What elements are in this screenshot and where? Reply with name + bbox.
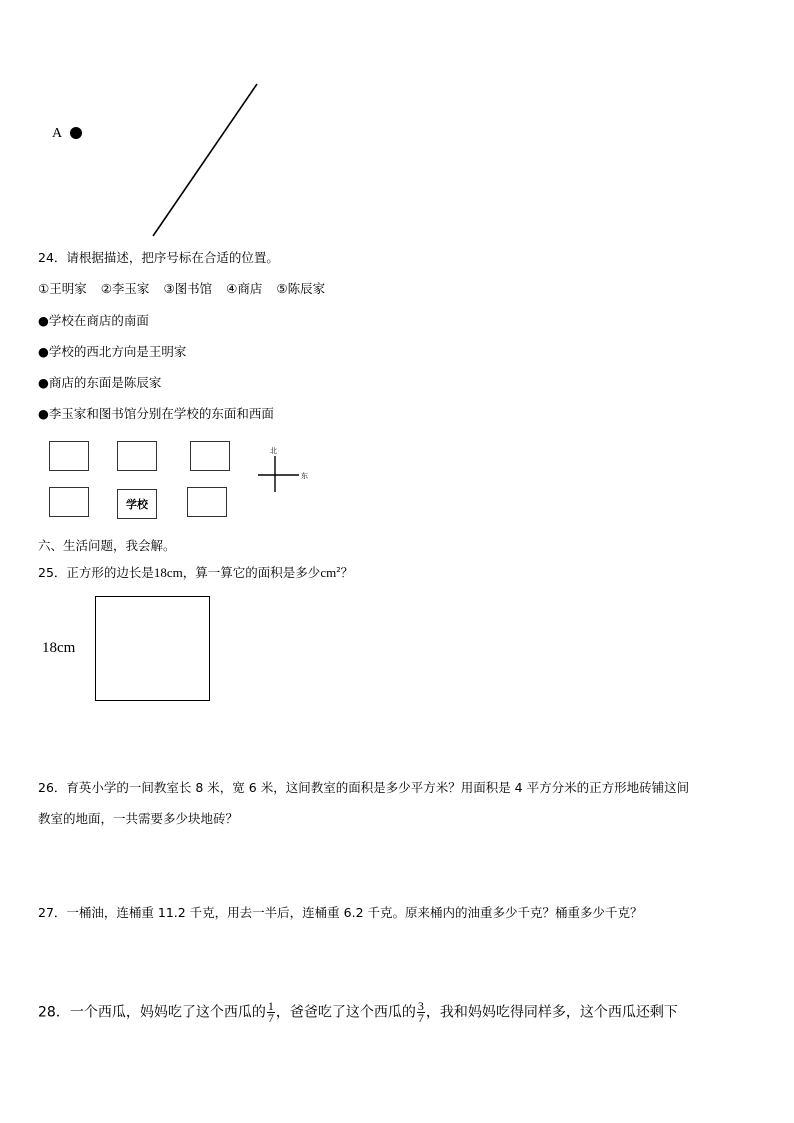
- q25-unit: cm: [320, 565, 337, 581]
- q24-clue-3: ●商店的东面是陈辰家: [38, 375, 162, 390]
- fraction-one-seventh: [267, 1001, 275, 1024]
- q26-line-1: 26．育英小学的一间教室长 8 米，宽 6 米，这间教室的面积是多少平方米？用面积是 4 平方分米的正方形地砖铺这间: [38, 780, 690, 795]
- frac2-numerator: 3: [417, 999, 424, 1013]
- grid-box-top-middle: [117, 441, 157, 471]
- q28-part-1: 28．一个西瓜，妈妈吃了这个西瓜的: [38, 1004, 266, 1021]
- q26-line-2: 教室的地面，一共需要多少块地砖？: [38, 811, 239, 826]
- option-4: ④商店: [226, 281, 263, 296]
- point-a-label: A: [52, 126, 63, 141]
- q24-options: [38, 281, 325, 297]
- option-2: ②李玉家: [100, 281, 150, 296]
- slanted-line: [0, 0, 794, 260]
- q28-part-2: ，爸爸吃了这个西瓜的: [275, 1004, 416, 1021]
- frac1-numerator: 1: [267, 999, 274, 1013]
- grid-box-bottom-right: [187, 487, 227, 517]
- option-3: ③图书馆: [163, 281, 213, 296]
- q24-clue-1: ●学校在商店的南面: [38, 313, 149, 328]
- frac1-denominator: 7: [267, 1011, 274, 1025]
- section-6-title: 六、生活问题，我会解。: [38, 538, 176, 553]
- q25-length: 18cm: [153, 565, 183, 581]
- q25-middle: ，算一算它的面积是多少: [182, 565, 321, 581]
- q28-part-3: ，我和妈妈吃得同样多，这个西瓜还剩下: [425, 1004, 678, 1021]
- q28-text: [38, 1001, 678, 1024]
- q25-prefix: 25．正方形的边长是: [38, 565, 154, 581]
- square-figure: [95, 596, 210, 701]
- q25-text: [38, 562, 353, 581]
- q24-title: 24．请根据描述，把序号标在合适的位置。: [38, 250, 279, 265]
- q24-clue-4: ●李玉家和图书馆分别在学校的东面和西面: [38, 406, 274, 421]
- q25-unit-sup: 2: [336, 566, 341, 574]
- compass-east-label: 东: [301, 472, 308, 480]
- option-5: ⑤陈辰家: [276, 281, 326, 296]
- option-1: ①王明家: [38, 281, 87, 296]
- q24-clue-2: ●学校的西北方向是王明家: [38, 344, 187, 359]
- square-side-label: 18cm: [42, 640, 76, 656]
- grid-box-top-right: [190, 441, 230, 471]
- school-box: 学校: [117, 489, 157, 519]
- grid-box-top-left: [49, 441, 89, 471]
- compass-north-label: 北: [270, 447, 277, 455]
- fraction-three-sevenths: [417, 1001, 425, 1024]
- grid-box-bottom-left: [49, 487, 89, 517]
- q25-suffix: ？: [340, 565, 354, 581]
- q27-text: 27．一桶油，连桶重 11.2 千克，用去一半后，连桶重 6.2 千克。原来桶内的油重多少千克？桶重多少千克？: [38, 905, 643, 920]
- frac2-denominator: 7: [417, 1011, 424, 1025]
